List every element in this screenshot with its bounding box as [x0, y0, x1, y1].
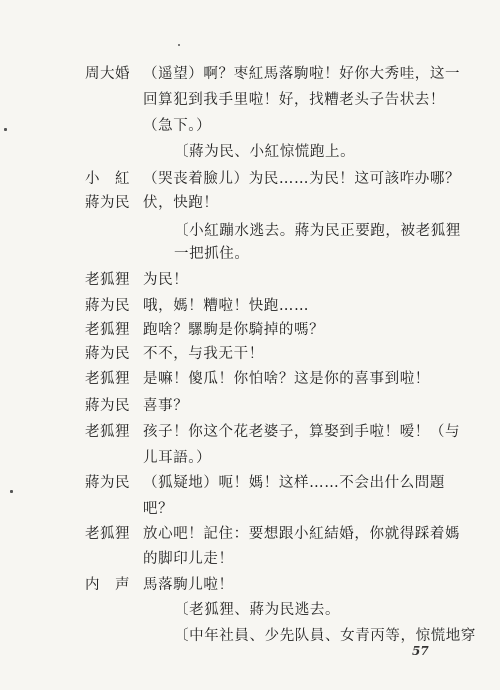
speaker-name: 老狐狸	[85, 526, 130, 542]
script-line	[0, 191, 500, 215]
speaker-name: 内 声	[85, 577, 130, 593]
script-line	[0, 367, 500, 391]
scan-mark	[4, 128, 7, 131]
speaker-name: 蔣为民	[85, 346, 130, 362]
script-line	[0, 318, 500, 342]
stage-direction: 〔中年社員、少先队員、女青丙等，惊慌地穿	[174, 628, 476, 644]
dialogue-text: 喜事？	[143, 398, 189, 414]
scan-mark	[10, 490, 13, 493]
dialogue-text: 回算犯到我手里啦！好，找糟老头子告状去！	[143, 92, 445, 108]
stage-direction: 〔老狐狸、蔣为民逃去。	[174, 602, 341, 618]
speaker-name: 老狐狸	[85, 371, 130, 387]
script-line	[0, 598, 500, 622]
script-line	[0, 62, 500, 86]
script-line	[0, 140, 500, 164]
speaker-name: 周大婚	[85, 66, 130, 82]
speaker-name: 蔣为民	[85, 195, 130, 211]
speaker-name: 老狐狸	[85, 272, 130, 288]
script-line	[0, 446, 500, 470]
script-line	[0, 471, 500, 495]
dialogue-text: 吧？	[143, 501, 174, 517]
stage-direction: 〔蔣为民、小紅惊慌跑上。	[174, 144, 356, 160]
script-line	[0, 547, 500, 571]
speaker-name: 老狐狸	[85, 322, 130, 338]
stage-direction: 〔小紅蹦水逃去。蔣为民正要跑，被老狐狸	[174, 223, 461, 239]
script-line	[0, 522, 500, 546]
script-line	[0, 342, 500, 366]
dialogue-text: 为民！	[143, 272, 189, 288]
dialogue-text: 儿耳語。）	[143, 450, 212, 466]
dialogue-text: （狐疑地）呃！媽！这样……不会出什么問題	[143, 475, 445, 491]
speaker-name: 小 紅	[85, 171, 130, 187]
dialogue-text: 馬落駒儿啦！	[143, 577, 234, 593]
dialogue-text: 的脚印儿走！	[143, 551, 234, 567]
script-line	[0, 420, 500, 444]
page-number: 57	[412, 644, 429, 658]
dialogue-text: （哭丧着臉儿）为民……为民！这可該咋办哪？	[143, 171, 461, 187]
script-line	[0, 497, 500, 521]
script-line	[0, 268, 500, 292]
dialogue-text: 孩子！你这个花老婆子，算娶到手啦！嗳！（与	[143, 424, 461, 440]
script-line	[0, 114, 500, 138]
dialogue-text: 是嘛！傻瓜！你怕啥？这是你的喜事到啦！	[143, 371, 430, 387]
dialogue-text: 放心吧！記住：要想跟小紅結婚，你就得踩着媽	[143, 526, 461, 542]
dialogue-text: 不不，与我无干！	[143, 346, 264, 362]
scan-mark	[178, 44, 180, 46]
dialogue-text: （急下。）	[143, 118, 212, 134]
script-line	[0, 394, 500, 418]
dialogue-text: 哦，媽！糟啦！快跑……	[143, 298, 310, 314]
speaker-name: 蔣为民	[85, 398, 130, 414]
script-line	[0, 219, 500, 243]
speaker-name: 蔣为民	[85, 475, 130, 491]
stage-direction: 一把抓住。	[174, 246, 250, 262]
script-line	[0, 88, 500, 112]
dialogue-text: （遥望）啊？枣紅馬落駒啦！好你大秀哇，这一	[143, 66, 461, 82]
script-line	[0, 167, 500, 191]
speaker-name: 老狐狸	[85, 424, 130, 440]
dialogue-text: 伏，快跑！	[143, 195, 219, 211]
script-line	[0, 294, 500, 318]
speaker-name: 蔣为民	[85, 298, 130, 314]
script-line	[0, 242, 500, 266]
script-line	[0, 573, 500, 597]
dialogue-text: 跑啥？騾駒是你騎掉的嗎？	[143, 322, 325, 338]
